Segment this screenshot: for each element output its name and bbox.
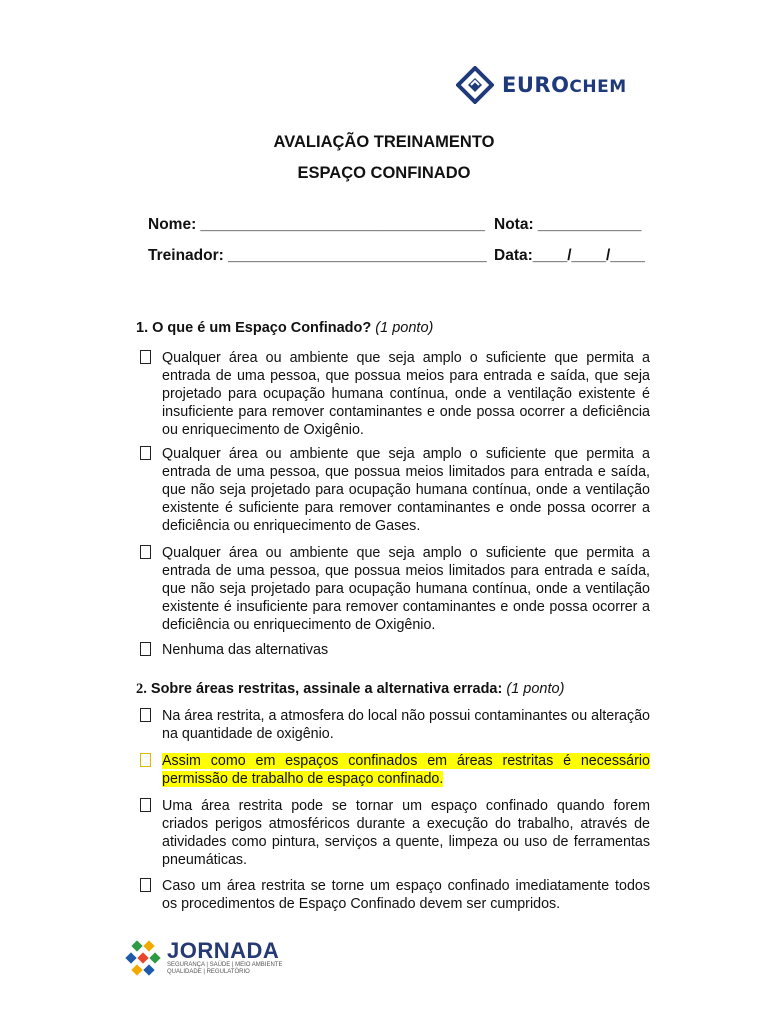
checkbox[interactable] [140, 350, 151, 364]
date-field[interactable]: Data:____/____/____ [494, 247, 645, 264]
checkbox[interactable] [140, 446, 151, 460]
jornada-wordmark: JORNADA [167, 938, 280, 963]
jornada-tagline-1: SEGURANÇA | SAÚDE | MEIO AMBIENTE [167, 962, 283, 968]
option-text: Caso um área restrita se torne um espaço confinado imediatamente todos os procedimentos de Espaço Confinado devem ser cumpridos. [162, 878, 650, 912]
option-text: Qualquer área ou ambiente que seja amplo o suficiente que permita a entrada de uma pessoa, que possua meios para entrada e saída, que seja projetado para ocupação humana contínua, onde a ventilação existente é insuficiente para remover contaminantes e onde possa ocorrer a deficiência ou enriquecimento de Oxigênio. [162, 350, 650, 438]
question-points: (1 ponto) [506, 681, 565, 697]
question-number: 1. [136, 320, 149, 336]
q2-option-b[interactable] [140, 752, 650, 788]
q1-option-a[interactable] [140, 349, 650, 439]
question-2 [136, 681, 564, 698]
q1-option-d[interactable] [140, 641, 650, 659]
checkbox[interactable] [140, 798, 151, 812]
option-text-highlighted: Assim como em espaços confinados em áreas restritas é necessário permissão de trabalho de espaço confinado. [162, 753, 650, 787]
eurochem-wordmark: EUROCHEM [502, 73, 627, 97]
checkbox[interactable] [140, 545, 151, 559]
option-text: Qualquer área ou ambiente que seja amplo o suficiente que permita a entrada de uma pessoa, que possua meios limitados para entrada e saída, que não seja projetado para ocupação humana contínua, onde a ventilação existente é insuficiente para remover contaminantes e onde possa ocorrer a deficiência ou enriquecimento de Oxigênio. [162, 545, 650, 633]
eurochem-emblem-icon [456, 66, 494, 104]
option-text: Na área restrita, a atmosfera do local não possui contaminantes ou alteração na quantidade de oxigênio. [162, 708, 650, 742]
trainer-field[interactable]: Treinador: ______________________________ [148, 247, 487, 264]
jornada-tagline-2: QUALIDADE | REGULATÓRIO [167, 969, 250, 975]
option-text: Nenhuma das alternativas [162, 642, 329, 658]
checkbox[interactable] [140, 753, 151, 767]
grade-field[interactable]: Nota: ____________ [494, 216, 642, 233]
option-text: Uma área restrita pode se tornar um espaço confinado quando forem criados perigos atmosféricos durante a execução do trabalho, através de atividades como pintura, serviços a quente, limpeza ou uso de ferramentas pneumáticas. [162, 798, 650, 868]
question-number: 2. [136, 681, 147, 697]
checkbox[interactable] [140, 708, 151, 722]
question-1 [136, 320, 433, 336]
q2-option-c[interactable] [140, 797, 650, 869]
document-title: AVALIAÇÃO TREINAMENTO [273, 133, 495, 151]
q2-option-d[interactable] [140, 877, 650, 913]
jornada-logo [125, 940, 282, 976]
checkbox[interactable] [140, 642, 151, 656]
question-text: O que é um Espaço Confinado? [152, 320, 372, 336]
q1-option-c[interactable] [140, 544, 650, 634]
jornada-emblem-icon [125, 940, 161, 976]
checkbox[interactable] [140, 878, 151, 892]
name-field[interactable]: Nome: _________________________________ [148, 216, 486, 233]
eurochem-logo [456, 66, 627, 104]
option-text: Qualquer área ou ambiente que seja amplo o suficiente que permita a entrada de uma pessoa, que possua meios limitados para entrada e saída, que não seja projetado para ocupação humana contínua, onde a ventilação existente é suficiente para remover contaminantes e onde possa ocorrer a deficiência ou enriquecimento de Gases. [162, 446, 650, 534]
document-subtitle: ESPAÇO CONFINADO [297, 164, 471, 182]
q2-option-a[interactable] [140, 707, 650, 743]
question-text: Sobre áreas restritas, assinale a alternativa errada: [150, 681, 503, 697]
q1-option-b[interactable] [140, 445, 650, 535]
question-points: (1 ponto) [375, 320, 434, 336]
